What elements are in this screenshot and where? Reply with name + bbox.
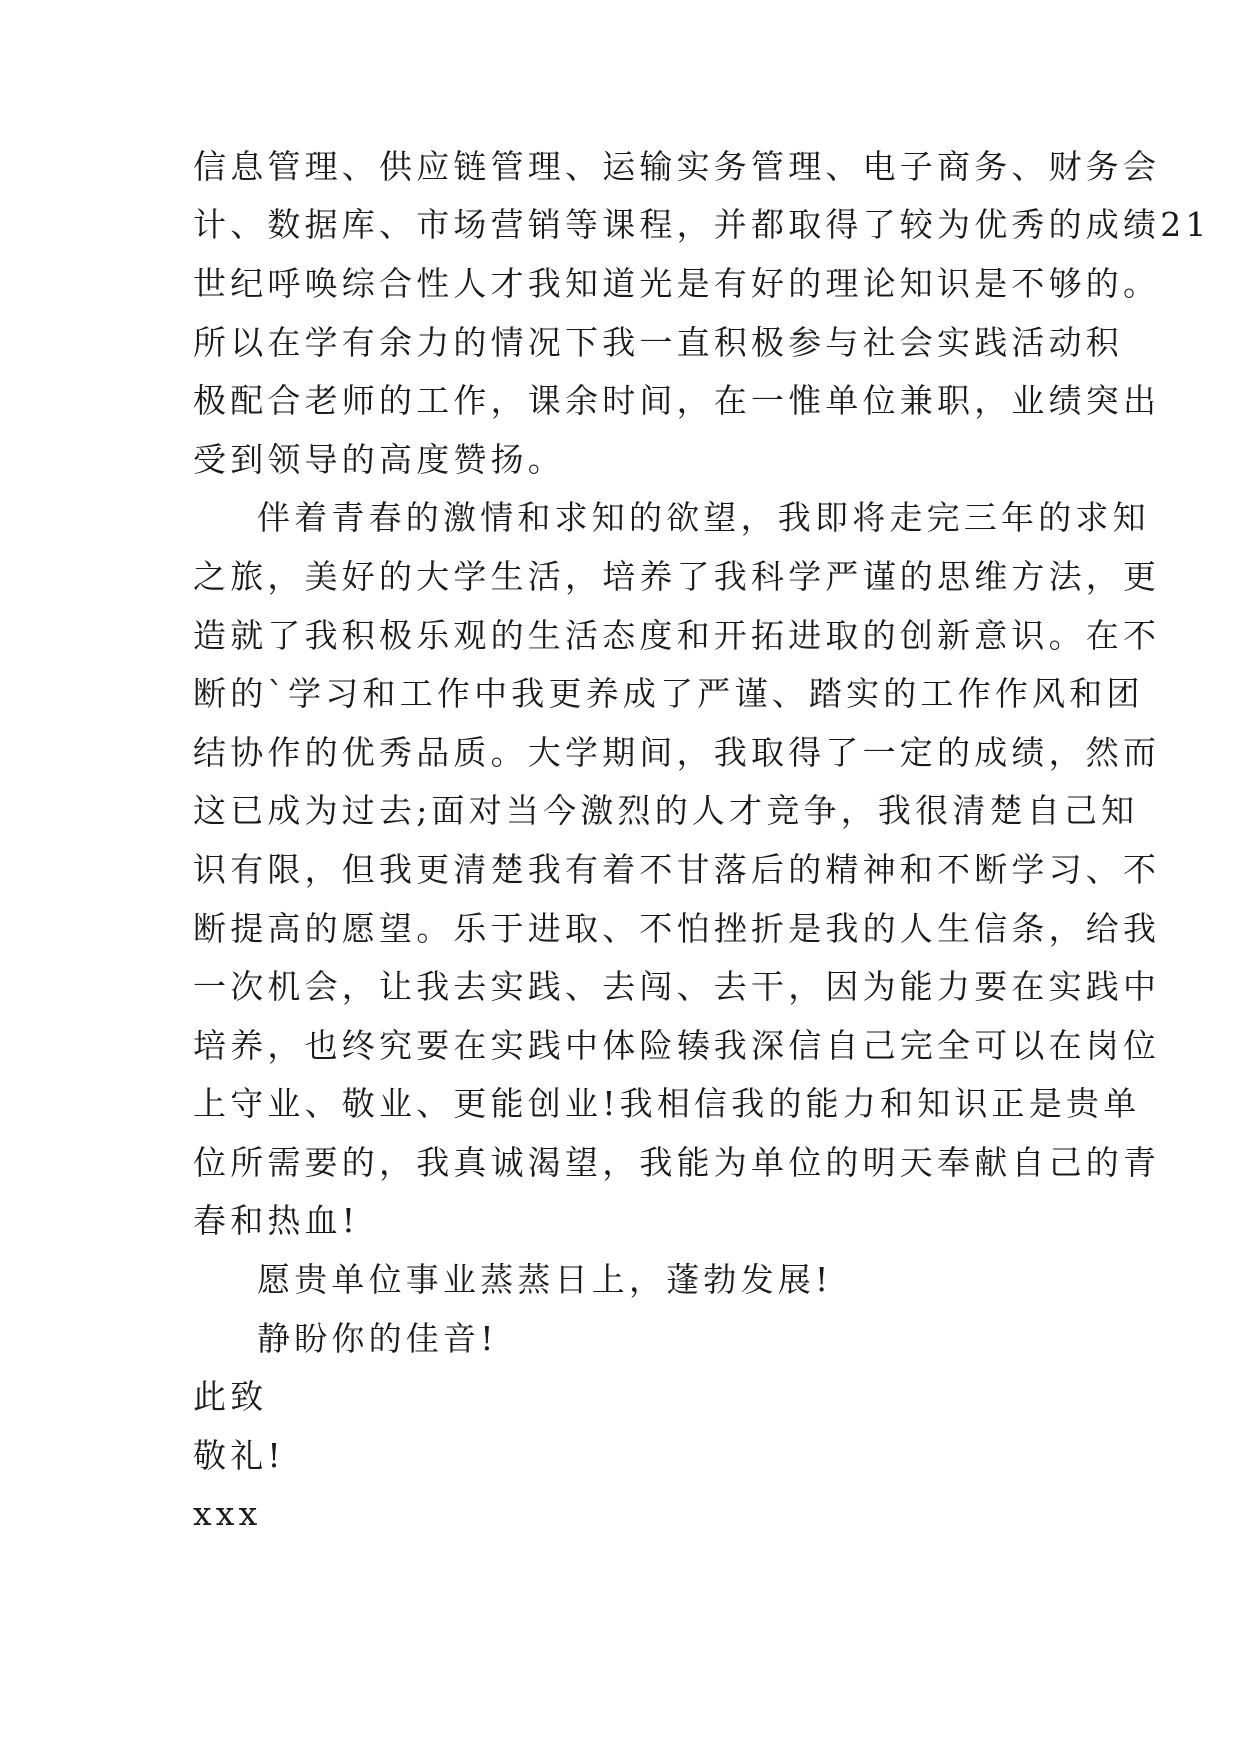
regards: 敬礼! (193, 1436, 285, 1475)
body-line: 所以在学有余力的情况下我一直积极参与社会实践活动积 (193, 323, 1123, 362)
body-line: 造就了我积极乐观的生活态度和开拓进取的创新意识。在不 (193, 616, 1161, 655)
body-line: 极配合老师的工作，课余时间，在一惟单位兼职，业绩突出 (193, 381, 1161, 420)
body-line: 断的`学习和工作中我更养成了严谨、踏实的工作作风和团 (193, 674, 1144, 713)
body-line: 这已成为过去;面对当今激烈的人才竞争，我很清楚自己知 (193, 791, 1139, 830)
paragraph-start-line: 伴着青春的激情和求知的欲望，我即将走完三年的求知 (257, 498, 1150, 537)
body-line: 信息管理、供应链管理、运输实务管理、电子商务、财务会 (193, 147, 1161, 186)
body-line: 一次机会，让我去实践、去闯、去干，因为能力要在实践中 (193, 967, 1161, 1006)
body-line: 受到领导的高度赞扬。 (193, 440, 565, 479)
body-line: 上守业、敬业、更能创业!我相信我的能力和知识正是贵单 (193, 1084, 1141, 1123)
body-line: 位所需要的，我真诚渴望，我能为单位的明天奉献自己的青 (193, 1143, 1161, 1182)
body-line: 培养，也终究要在实践中体险辏我深信自己完全可以在岗位 (193, 1026, 1161, 1065)
salutation: 此致 (193, 1377, 268, 1416)
body-line: 识有限，但我更清楚我有着不甘落后的精神和不断学习、不 (193, 850, 1161, 889)
body-line: 断提高的愿望。乐于进取、不怕挫折是我的人生信条，给我 (193, 909, 1161, 948)
wish-line: 愿贵单位事业蒸蒸日上，蓬勃发展! (257, 1260, 833, 1299)
body-line: 计、数据库、市场营销等课程，并都取得了较为优秀的成绩21 (193, 205, 1211, 244)
closing-wish-line: 静盼你的佳音! (257, 1319, 498, 1358)
body-line: 春和热血! (193, 1201, 360, 1240)
body-line: 世纪呼唤综合性人才我知道光是有好的理论知识是不够的。 (193, 264, 1161, 303)
body-line: 结协作的优秀品质。大学期间，我取得了一定的成绩，然而 (193, 733, 1161, 772)
body-line: 之旅，美好的大学生活，培养了我科学严谨的思维方法，更 (193, 557, 1161, 596)
signature: xxx (193, 1494, 262, 1533)
